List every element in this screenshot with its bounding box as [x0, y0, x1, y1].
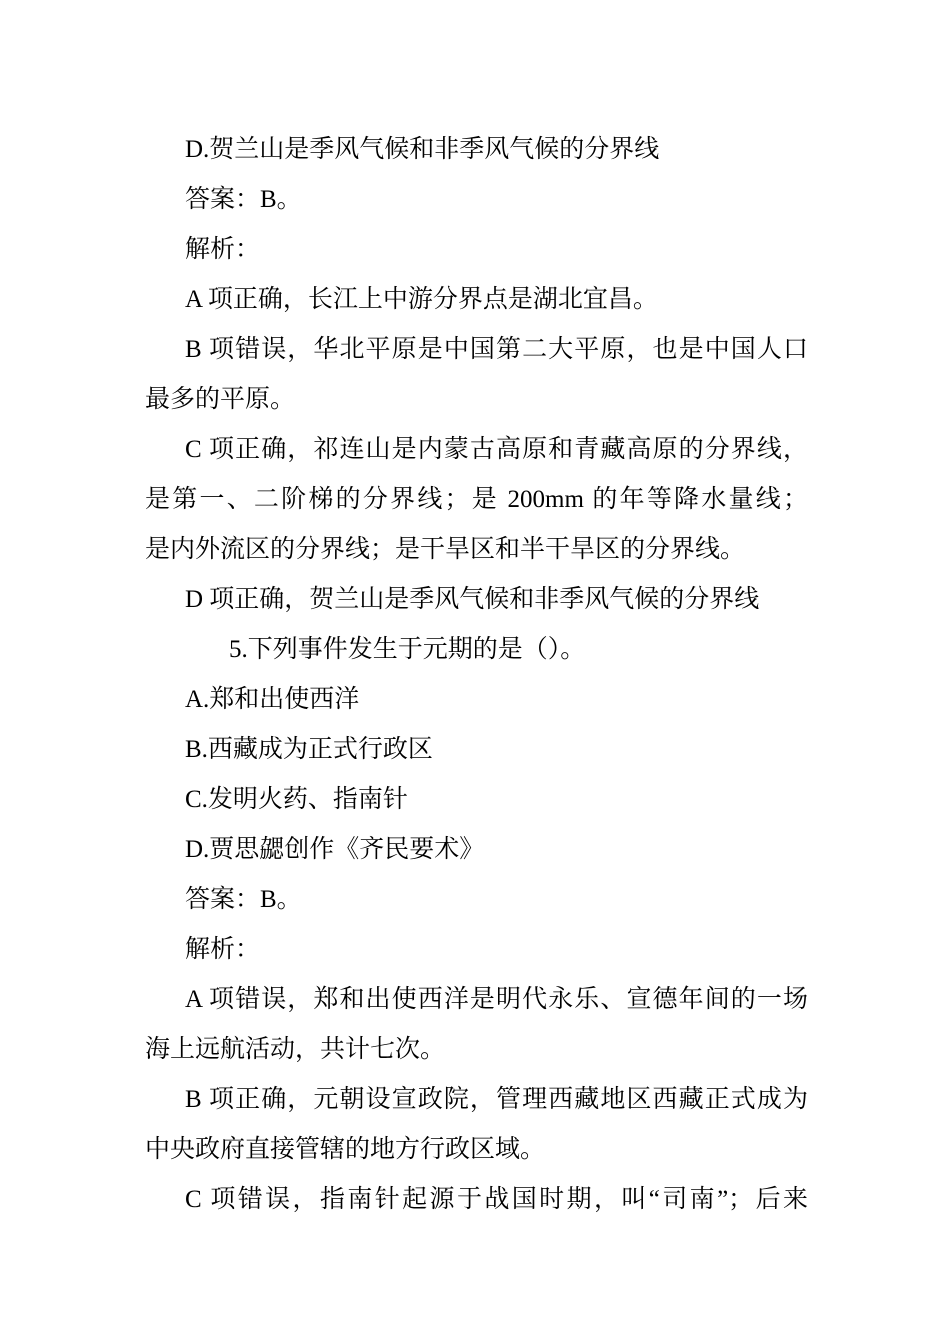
document-line: 最多的平原。	[145, 386, 296, 413]
document-line: 海上远航活动，共计七次。	[145, 1036, 446, 1063]
document-line: B 项正确，元朝设宣政院，管理西藏地区西藏正式成为	[185, 1086, 808, 1113]
document-line: A 项错误，郑和出使西洋是明代永乐、宣德年间的一场	[185, 986, 808, 1013]
document-line: 是内外流区的分界线；是干旱区和半干旱区的分界线。	[145, 536, 746, 563]
document-line: C 项正确，祁连山是内蒙古高原和青藏高原的分界线，	[185, 436, 808, 463]
document-text-block	[145, 125, 808, 1225]
document-line: C.发明火药、指南针	[185, 786, 408, 813]
document-line: C 项错误，指南针起源于战国时期，叫“司南”；后来	[185, 1186, 808, 1213]
document-line: 中央政府直接管辖的地方行政区域。	[145, 1136, 546, 1163]
document-line: D 项正确，贺兰山是季风气候和非季风气候的分界线	[185, 586, 760, 613]
document-line: 是第一、二阶梯的分界线；是 200mm 的年等降水量线；	[145, 486, 808, 513]
document-line: 5.下列事件发生于元期的是（）。	[229, 636, 586, 663]
document-line: B 项错误，华北平原是中国第二大平原，也是中国人口	[185, 336, 808, 363]
document-line: D.贺兰山是季风气候和非季风气候的分界线	[185, 136, 660, 163]
document-line: 解析：	[185, 236, 261, 263]
document-line: 答案：B。	[185, 186, 302, 213]
document-line: 解析：	[185, 936, 261, 963]
document-line: A.郑和出使西洋	[185, 686, 360, 713]
document-line: B.西藏成为正式行政区	[185, 736, 433, 763]
document-line: 答案：B。	[185, 886, 302, 913]
document-line: D.贾思勰创作《齐民要术》	[185, 836, 485, 863]
document-line: A 项正确，长江上中游分界点是湖北宜昌。	[185, 286, 658, 313]
